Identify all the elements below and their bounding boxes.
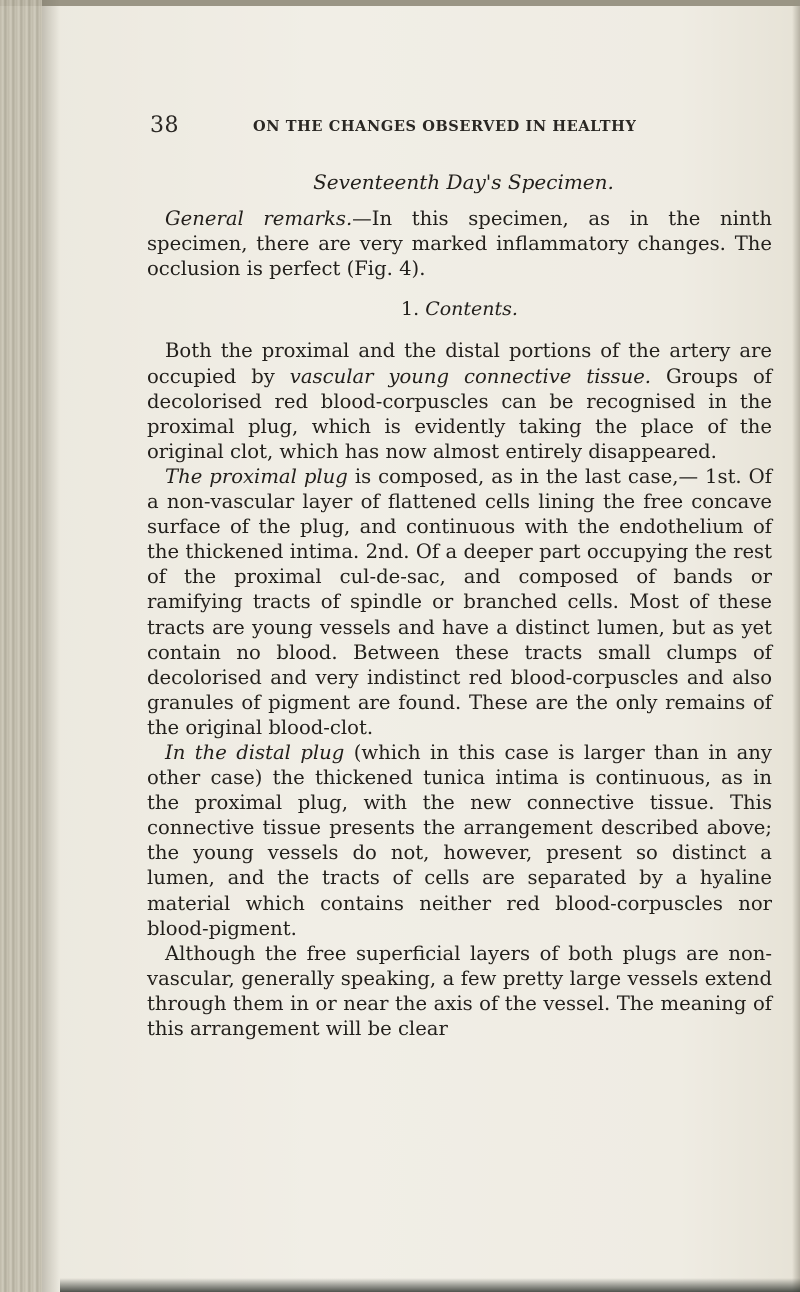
paragraph-contents-after: Groups of decolorised red blood-corpuscles can be recognised in the proximal plug, which is evidently taking the place of the original clot, which has now almost entirely disappeared. — [147, 364, 772, 463]
distal-plug-emphasis: In the distal plug — [165, 740, 345, 764]
running-head: ON THE CHANGES OBSERVED IN HEALTHY — [253, 118, 637, 135]
vascular-tissue-emphasis: vascular young connective tissue. — [289, 364, 652, 388]
superficial-layers-text: Although the free superficial layers of both plugs are non-vascular, generally speaking, a few pretty large vessels extend through them in or near the axis of the vessel. The meaning of this arrangement will be clear — [147, 941, 772, 1040]
page-bottom-edge — [60, 1278, 800, 1292]
body-text — [147, 170, 772, 1041]
paragraph-superficial-layers — [147, 941, 772, 1041]
contents-number: 1. — [401, 298, 420, 321]
proximal-plug-text: is composed, as in the last case,— 1st. Of a non-vascular layer of flattened cells lining the free concave surface of the plug, and continuous with the endothelium of the thickened intima. 2nd. Of a deeper part occupying the rest of the proximal cul-de-sac, and composed of bands or ramifying tracts of spindle or branched cells. Most of these tracts are young vessels and have a distinct lumen, but as yet contain no blood. Between these tracts small clumps of decolorised and very indistinct red blood-corpuscles and also granules of pigment are found. These are the only remains of the original blood-clot. — [147, 464, 772, 739]
paragraph-proximal-plug — [147, 464, 772, 740]
binding-gutter — [0, 0, 42, 1292]
gutter-shadow — [42, 0, 60, 1292]
contents-label: Contents. — [425, 298, 518, 321]
general-remarks-text: —In this specimen, as in the ninth specimen, there are very marked inflammatory changes. The occlusion is perfect (Fig. 4). — [147, 207, 772, 281]
proximal-plug-emphasis: The proximal plug — [165, 464, 348, 488]
general-remarks-lead: General remarks. — [165, 207, 353, 231]
paragraph-contents-before: Both the proximal and the distal portions of the artery are occupied by — [147, 339, 772, 388]
paragraph-distal-plug — [147, 740, 772, 941]
general-remarks-paragraph — [147, 206, 772, 281]
distal-plug-text: (which in this case is larger than in any other case) the thickened tunica intima is continuous, as in the proximal plug, with the new connective tissue. This connective tissue presents the arrangement described above; the young vessels do not, however, present so distinct a lumen, and the tracts of cells are separated by a hyaline material which contains neither red blood-corpuscles nor blood-pigment. — [147, 740, 772, 940]
paragraph-contents — [147, 338, 772, 463]
page-right-edge — [792, 0, 800, 1292]
contents-heading — [147, 297, 772, 322]
page-number: 38 — [150, 113, 179, 138]
page-top-edge — [0, 0, 800, 6]
section-title: Seventeenth Day's Specimen. — [313, 170, 614, 194]
